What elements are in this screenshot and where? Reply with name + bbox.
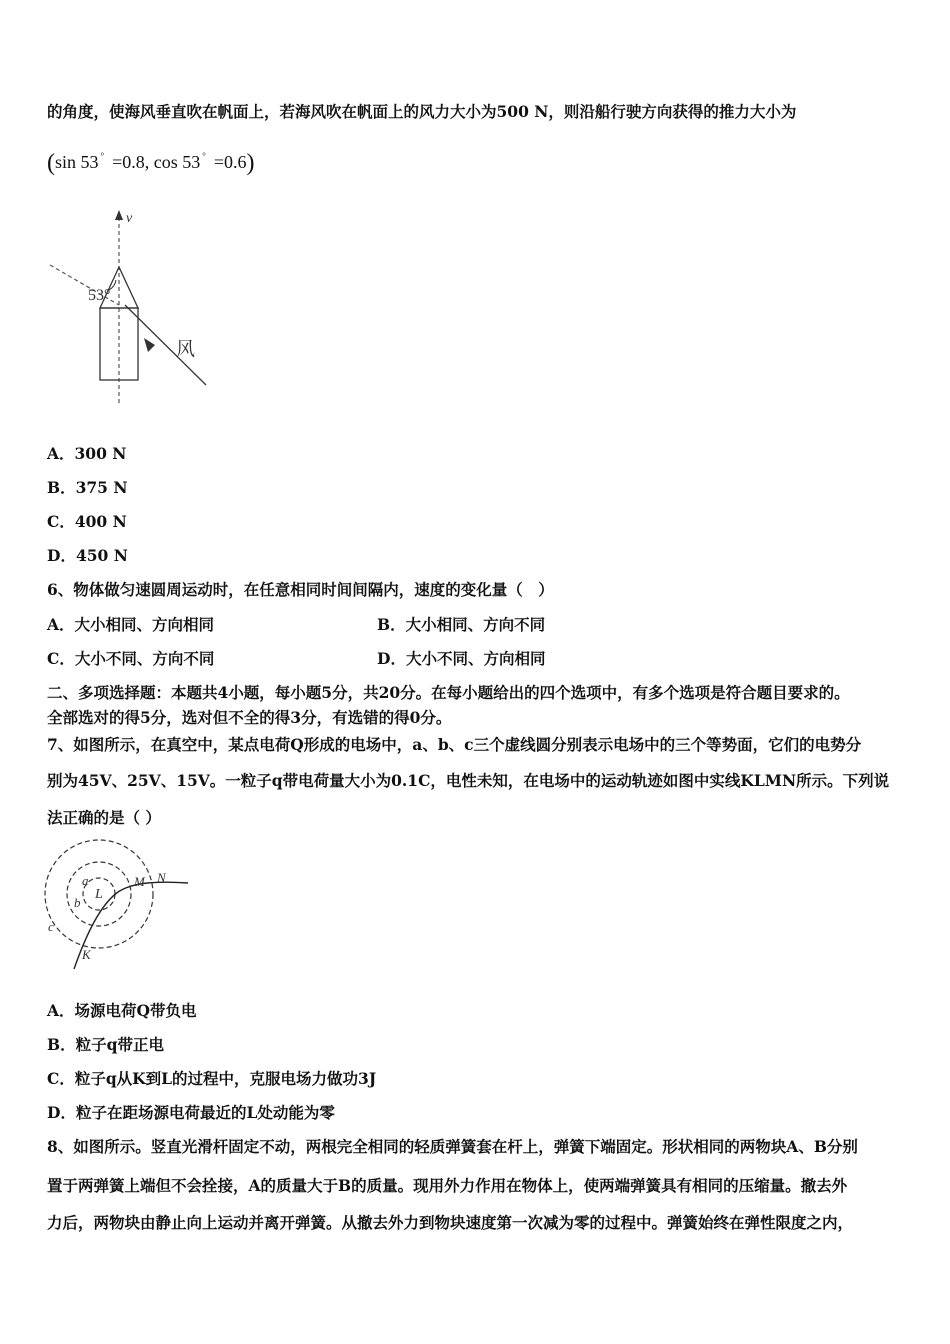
velocity-label: v <box>126 211 133 226</box>
q5-trig-formula <box>47 150 255 177</box>
angle-label: 53° <box>88 287 111 304</box>
q7-option-d: D．粒子在距场源电荷最近的L处动能为零 <box>47 1103 335 1122</box>
q7-option-c: C．粒子q从K到L的过程中，克服电场力做功3J <box>47 1069 377 1088</box>
q8-stem-line3: 力后，两物块由静止向上运动并离开弹簧。从撤去外力到物块速度第一次减为零的过程中。弹簧始终在弹性限度之内， <box>47 1213 854 1232</box>
label-M: M <box>134 874 145 889</box>
q7-stem-line1: 7、如图所示，在真空中，某点电荷Q形成的电场中，a、b、c三个虚线圆分别表示电场中的三个等势面，它们的电势分 <box>47 735 862 754</box>
label-b: b <box>74 895 81 910</box>
q6-option-a: A．大小相同、方向相同 <box>47 615 215 634</box>
q7-option-b: B．粒子q带正电 <box>47 1035 164 1054</box>
section2-heading-line1: 二、多项选择题：本题共4小题，每小题5分，共20分。在每小题给出的四个选项中，有多个选项是符合题目要求的。 <box>47 683 850 702</box>
label-c: c <box>48 919 54 934</box>
label-N: N <box>157 870 166 885</box>
wind-label: 风 <box>176 339 196 360</box>
q5-option-d: D．450 N <box>47 546 128 565</box>
q5-option-b: B．375 N <box>47 478 128 497</box>
formula-sin: sin 53 <box>55 152 99 172</box>
q7-stem-line2: 别为45V、25V、15V。一粒子q带电荷量大小为0.1C，电性未知，在电场中的运动轨迹如图中实线KLMN所示。下列说 <box>47 771 890 790</box>
sail-boat-figure <box>40 205 220 410</box>
label-a: a <box>82 873 89 888</box>
formula-close-paren: ) <box>246 150 255 176</box>
q6-stem: 6、物体做匀速圆周运动时，在任意相同时间间隔内，速度的变化量（ ） <box>47 580 554 599</box>
formula-degree-1: ° <box>100 151 105 161</box>
formula-degree-2: ° <box>202 151 206 161</box>
formula-sin-value: =0.8, cos 53 <box>112 152 201 172</box>
section2-heading-line2: 全部选对的得5分，选对但不全的得3分，有选错的得0分。 <box>47 708 452 727</box>
wind-arrowhead <box>144 338 155 352</box>
q7-stem-line3: 法正确的是（ ） <box>47 808 161 827</box>
q5-stem-tail: 的角度，使海风垂直吹在帆面上，若海风吹在帆面上的风力大小为500 N，则沿船行驶方向获得的推力大小为 <box>47 102 797 121</box>
label-K: K <box>82 947 91 962</box>
q8-stem-line1: 8、如图所示。竖直光滑杆固定不动，两根完全相同的轻质弹簧套在杆上，弹簧下端固定。形状相同的两物块A、B分别 <box>47 1137 858 1156</box>
q8-stem-line2: 置于两弹簧上端但不会拴接，A的质量大于B的质量。现用外力作用在物体上，使两端弹簧具有相同的压缩量。撤去外 <box>47 1176 848 1195</box>
q6-option-d: D．大小不同、方向相同 <box>377 649 546 668</box>
q5-option-a: A．300 N <box>47 444 127 463</box>
q7-option-a: A．场源电荷Q带负电 <box>47 1001 197 1020</box>
q6-option-b: B．大小相同、方向不同 <box>377 615 546 634</box>
electric-field-figure <box>38 835 198 975</box>
formula-cos-value: =0.6 <box>213 152 247 172</box>
formula-open-paren: ( <box>47 150 55 176</box>
velocity-arrowhead <box>115 210 123 220</box>
q6-option-c: C．大小不同、方向不同 <box>47 649 215 668</box>
q5-option-c: C．400 N <box>47 512 127 531</box>
label-L: L <box>95 887 103 902</box>
